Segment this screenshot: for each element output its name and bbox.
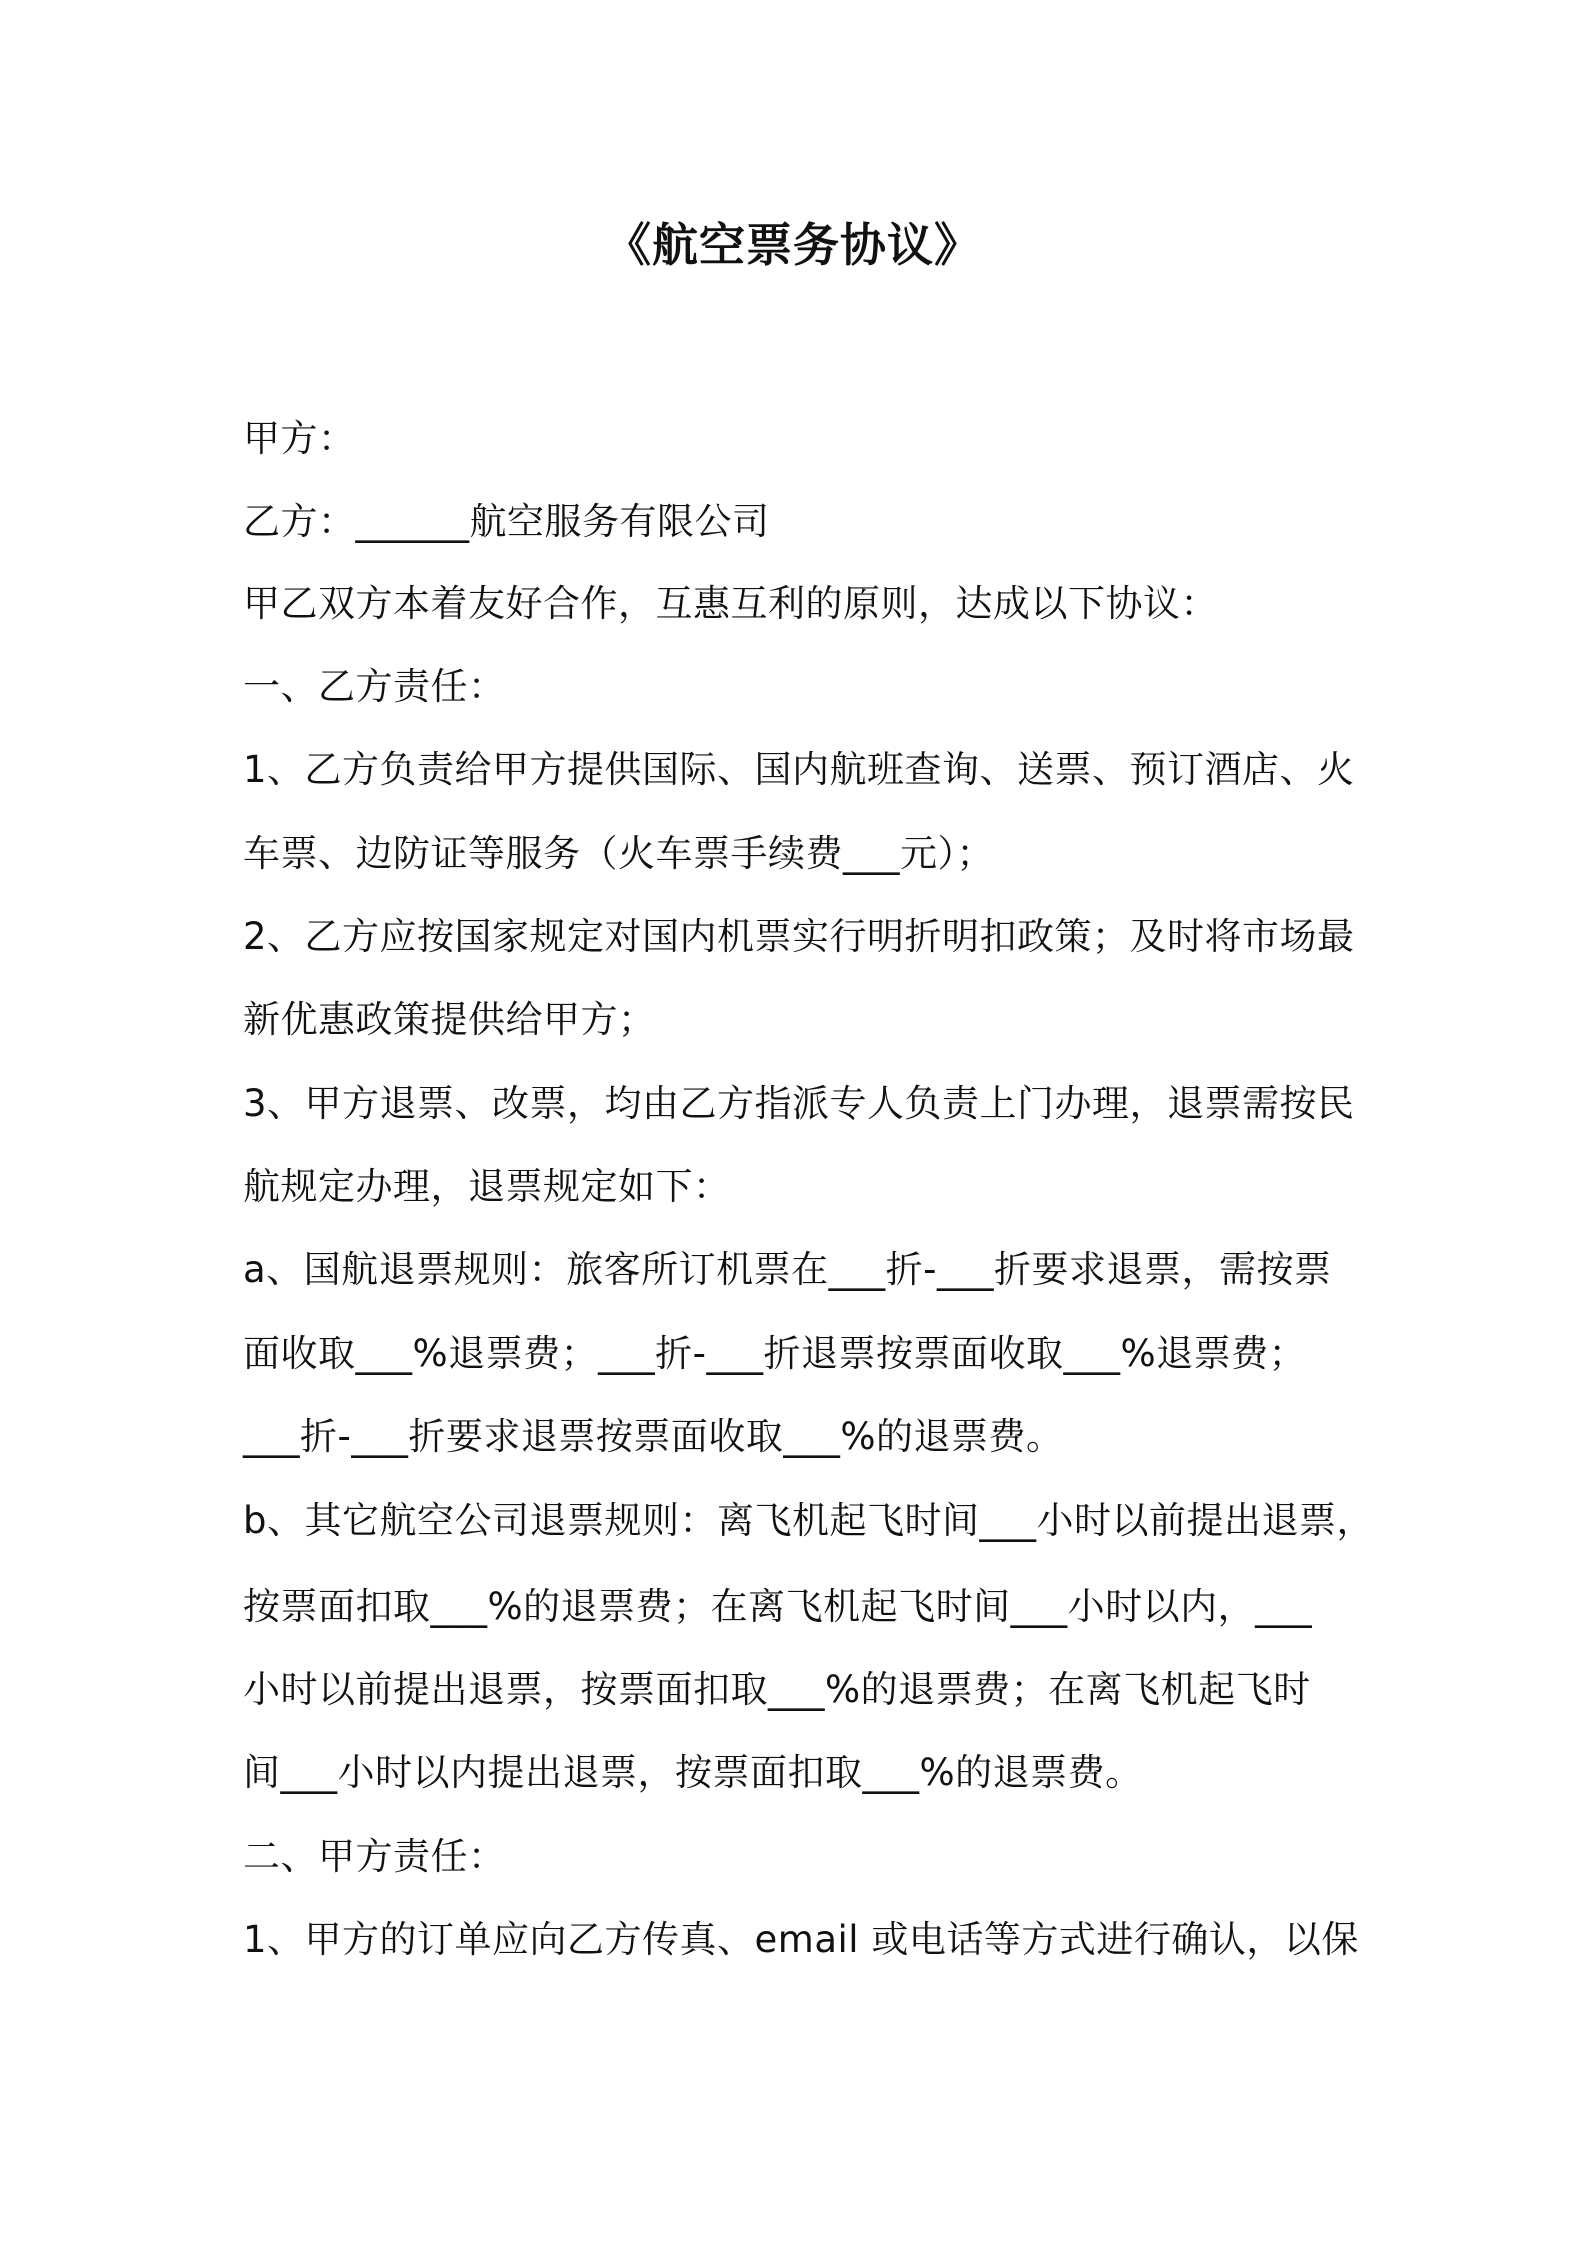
section-heading-party-b-duties: 一、乙方责任： — [243, 665, 506, 708]
rule-a-line-2: 面收取___%退票费；___折-___折退票按票面收取___%退票费； — [243, 1332, 1307, 1375]
rule-a-line-1: a、国航退票规则：旅客所订机票在___折-___折要求退票，需按票 — [243, 1248, 1332, 1291]
document-title: 《航空票务协议》 — [605, 218, 981, 272]
clause-2-line-1: 2、乙方应按国家规定对国内机票实行明折明扣政策；及时将市场最 — [243, 915, 1355, 958]
section-heading-party-a-duties: 二、甲方责任： — [243, 1835, 506, 1878]
party-a-clause-1-line-1: 1、甲方的订单应向乙方传真、email 或电话等方式进行确认，以保 — [243, 1918, 1359, 1961]
rule-b-line-2: 按票面扣取___%的退票费；在离飞机起飞时间___小时以内，___ — [243, 1585, 1313, 1628]
clause-3-line-1: 3、甲方退票、改票，均由乙方指派专人负责上门办理，退票需按民 — [243, 1082, 1355, 1125]
clause-2-line-2: 新优惠政策提供给甲方； — [243, 998, 656, 1041]
clause-1-line-1: 1、乙方负责给甲方提供国际、国内航班查询、送票、预订酒店、火 — [243, 748, 1355, 791]
party-b-line: 乙方：______航空服务有限公司 — [243, 500, 770, 543]
rule-a-line-3: ___折-___折要求退票按票面收取___%的退票费。 — [243, 1415, 1064, 1458]
clause-1-line-2: 车票、边防证等服务（火车票手续费___元）； — [243, 832, 994, 875]
intro-paragraph: 甲乙双方本着友好合作，互惠互利的原则，达成以下协议： — [243, 582, 1218, 625]
rule-b-line-1: b、其它航空公司退票规则：离飞机起飞时间___小时以前提出退票， — [243, 1499, 1374, 1542]
rule-b-line-4: 间___小时以内提出退票，按票面扣取___%的退票费。 — [243, 1751, 1143, 1794]
party-a-line: 甲方： — [243, 417, 356, 460]
rule-b-line-3: 小时以前提出退票，按票面扣取___%的退票费；在离飞机起飞时 — [243, 1668, 1311, 1711]
clause-3-line-2: 航规定办理，退票规定如下： — [243, 1165, 731, 1208]
